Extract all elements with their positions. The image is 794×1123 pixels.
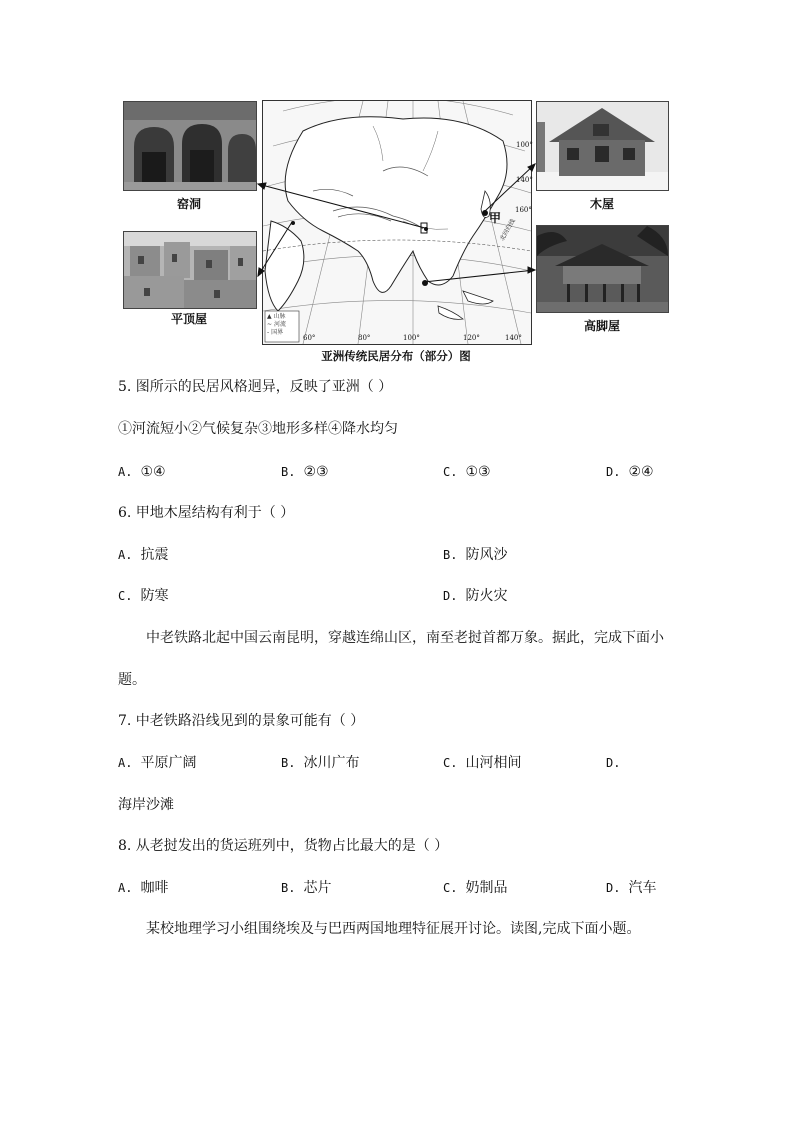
q7-option-a[interactable]: A. 平原广阔 [118, 755, 197, 771]
q8-option-a[interactable]: A. 咖啡 [118, 880, 169, 896]
flat-roof-caption: 平顶屋 [170, 312, 207, 326]
q7-option-d[interactable]: D. [606, 756, 621, 770]
question-6-stem: 6. 甲地木屋结构有利于（ ） [118, 505, 295, 521]
q8-option-c[interactable]: C. 奶制品 [443, 880, 508, 896]
connector-lines [0, 0, 794, 400]
intro-paragraph-egypt-brazil: 某校地理学习小组围绕埃及与巴西两国地理特征展开讨论。读图,完成下面小题。 [146, 921, 641, 937]
q6-option-c[interactable]: C. 防寒 [118, 588, 169, 604]
question-7-stem: 7. 中老铁路沿线见到的景象可能有（ ） [118, 713, 365, 729]
q6-option-d[interactable]: D. 防火灾 [443, 588, 508, 604]
q7-option-d-text[interactable]: 海岸沙滩 [118, 797, 174, 813]
intro-paragraph-laos-railway-cont: 题。 [118, 672, 146, 688]
question-5-stem: 5. 图所示的民居风格迥异，反映了亚洲（ ） [118, 379, 393, 395]
q8-option-b[interactable]: B. 芯片 [281, 880, 332, 896]
map-label-tropic: 北回归线 [498, 217, 517, 243]
figure-caption: 亚洲传统民居分布（部分）图 [321, 349, 471, 363]
map-lon-label: 60° [303, 334, 316, 342]
q6-option-b[interactable]: B. 防风沙 [443, 547, 508, 563]
map-lon-label: 80° [358, 334, 371, 342]
map-label-jia: 甲 [489, 211, 502, 225]
map-lon-label: 140° [505, 334, 522, 342]
q7-option-b[interactable]: B. 冰川广布 [281, 755, 360, 771]
map-lat-label: 140° [516, 176, 533, 184]
q5-option-a[interactable]: A. ①④ [118, 464, 166, 480]
q5-option-d[interactable]: D. ②④ [606, 464, 654, 480]
cave-caption: 窑洞 [176, 197, 201, 211]
q8-option-d[interactable]: D. 汽车 [606, 880, 657, 896]
q6-option-a[interactable]: A. 抗震 [118, 547, 169, 563]
q5-option-c[interactable]: C. ①③ [443, 464, 491, 480]
wooden-house-photo [536, 101, 669, 191]
map-lon-label: 120° [463, 334, 480, 342]
question-5-items: ①河流短小②气候复杂③地形多样④降水均匀 [118, 421, 398, 437]
intro-paragraph-laos-railway: 中老铁路北起中国云南昆明，穿越连绵山区，南至老挝首都万象。据此，完成下面小 [146, 630, 664, 646]
q5-option-b[interactable]: B. ②③ [281, 464, 329, 480]
stilt-house-caption: 高脚屋 [583, 319, 620, 333]
wooden-house-caption: 木屋 [589, 197, 614, 211]
q7-option-c[interactable]: C. 山河相间 [443, 755, 522, 771]
map-lat-label: 160° [515, 206, 532, 214]
map-legend: ▲ 山脉 ~ 河流 - 国界 [267, 313, 286, 336]
map-lon-label: 100° [403, 334, 420, 342]
question-8-stem: 8. 从老挝发出的货运班列中，货物占比最大的是（ ） [118, 838, 449, 854]
map-lat-label: 100° [516, 141, 533, 149]
stilt-house-photo [536, 225, 669, 313]
